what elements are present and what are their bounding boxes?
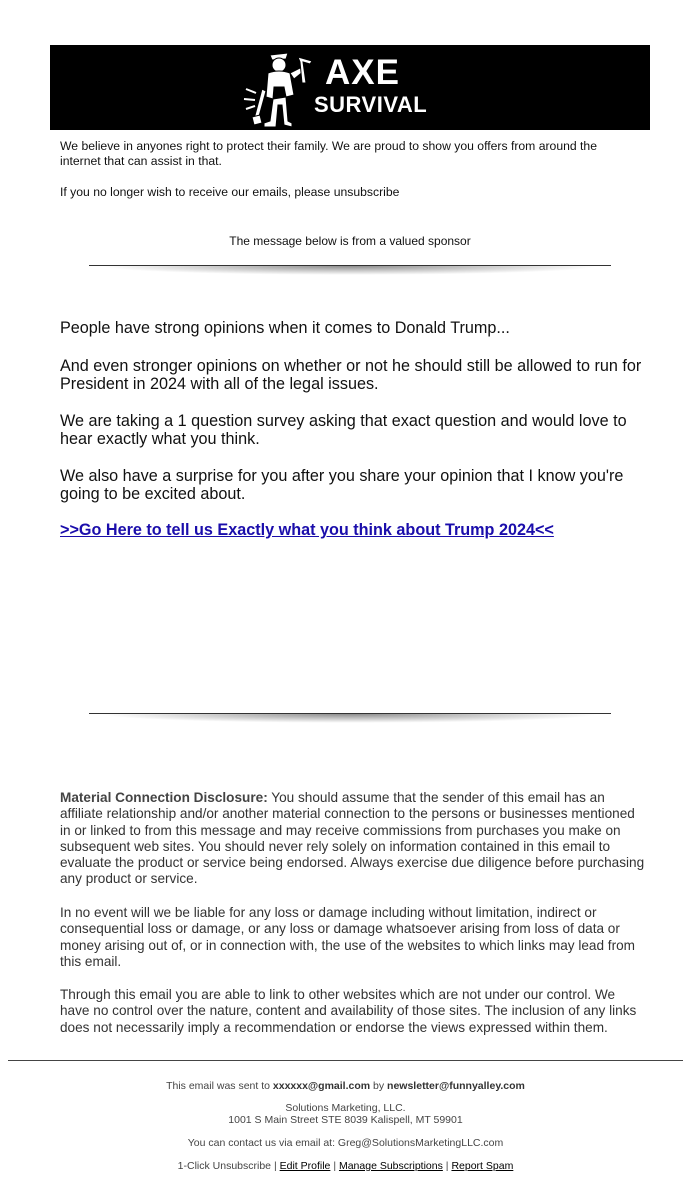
unsubscribe-prefix: If you no longer wish to receive our emails, please: [60, 185, 331, 199]
contact-line: You can contact us via email at: Greg@SolutionsMarketingLLC.com: [187, 1137, 504, 1149]
company-address: 1001 S Main Street STE 8039 Kalispell, MT 59901: [228, 1114, 463, 1126]
intro-paragraph: We believe in anyones right to protect their family. We are proud to show you offers from around the internet that can assist in that.: [60, 139, 597, 168]
sender-email: newsletter@funnyalley.com: [387, 1080, 525, 1092]
axe-miner-figure-icon: [240, 49, 320, 129]
message-paragraph-2: And even stronger opinions on whether or not he should still be allowed to run for President in 2024 with all of the legal issues.: [60, 357, 642, 393]
report-spam-link[interactable]: Report Spam: [451, 1160, 514, 1172]
separator: |: [445, 1160, 449, 1172]
sent-by: by: [373, 1080, 385, 1092]
footer-links: [8, 1160, 683, 1172]
logo-title-axe: AXE: [325, 53, 400, 92]
divider-bottom: [89, 713, 611, 714]
survey-cta-link[interactable]: >>Go Here to tell us Exactly what you think about Trump 2024<<: [60, 521, 554, 539]
recipient-email: xxxxxx@gmail.com: [272, 1080, 371, 1092]
manage-subscriptions-link[interactable]: Manage Subscriptions: [338, 1160, 443, 1172]
message-paragraph-3: We are taking a 1 question survey asking that exact question and would love to hear exactly what you think.: [60, 412, 627, 448]
separator: |: [333, 1160, 337, 1172]
logo-title-survival: SURVIVAL: [314, 92, 428, 117]
disclosure-paragraph-2: In no event will we be liable for any loss or damage including without limitation, indirect or consequential loss or damage, or any loss or damage whatsoever arising from loss of data or money arising out of, or in connection with, the use of the websites to which links may lead from this email.: [60, 905, 635, 969]
message-paragraph-1: People have strong opinions when it comes to Donald Trump...: [60, 319, 510, 337]
disclosure-paragraph-3: Through this email you are able to link to other websites which are not under our control. We have no control over the nature, content and availability of those sites. The inclusion of any links does not necessarily imply a recommendation or endorse the views expressed within them.: [60, 987, 637, 1035]
message-paragraph-4: We also have a surprise for you after you share your opinion that I know you're going to be excited about.: [60, 467, 624, 503]
logo-banner: [50, 45, 650, 130]
unsubscribe-link[interactable]: unsubscribe: [333, 185, 400, 199]
unsubscribe-line: [60, 185, 640, 200]
one-click-unsubscribe[interactable]: 1-Click Unsubscribe: [177, 1160, 272, 1172]
disclosure-heading: Material Connection Disclosure:: [60, 790, 268, 805]
disclosure-paragraph-1: [60, 790, 645, 888]
company-name: Solutions Marketing, LLC.: [285, 1102, 406, 1114]
sent-to-prefix: This email was sent to: [166, 1080, 270, 1092]
footer-divider: [8, 1060, 683, 1061]
divider-top: [89, 265, 611, 266]
sent-to-line: [8, 1080, 683, 1092]
sponsor-note: The message below is from a valued sponsor: [229, 234, 471, 248]
edit-profile-link[interactable]: Edit Profile: [279, 1160, 331, 1172]
disclosure-text-1: You should assume that the sender of this email has an affiliate relationship and/or another material connection to the persons or businesses mentioned in or linked to from this message and may receive commissions from purchases you make on subsequent web sites. You should never rely solely on information contained in this email to evaluate the product or service being endorsed. Always exercise due diligence before purchasing any product or service.: [60, 790, 645, 887]
separator: |: [273, 1160, 277, 1172]
